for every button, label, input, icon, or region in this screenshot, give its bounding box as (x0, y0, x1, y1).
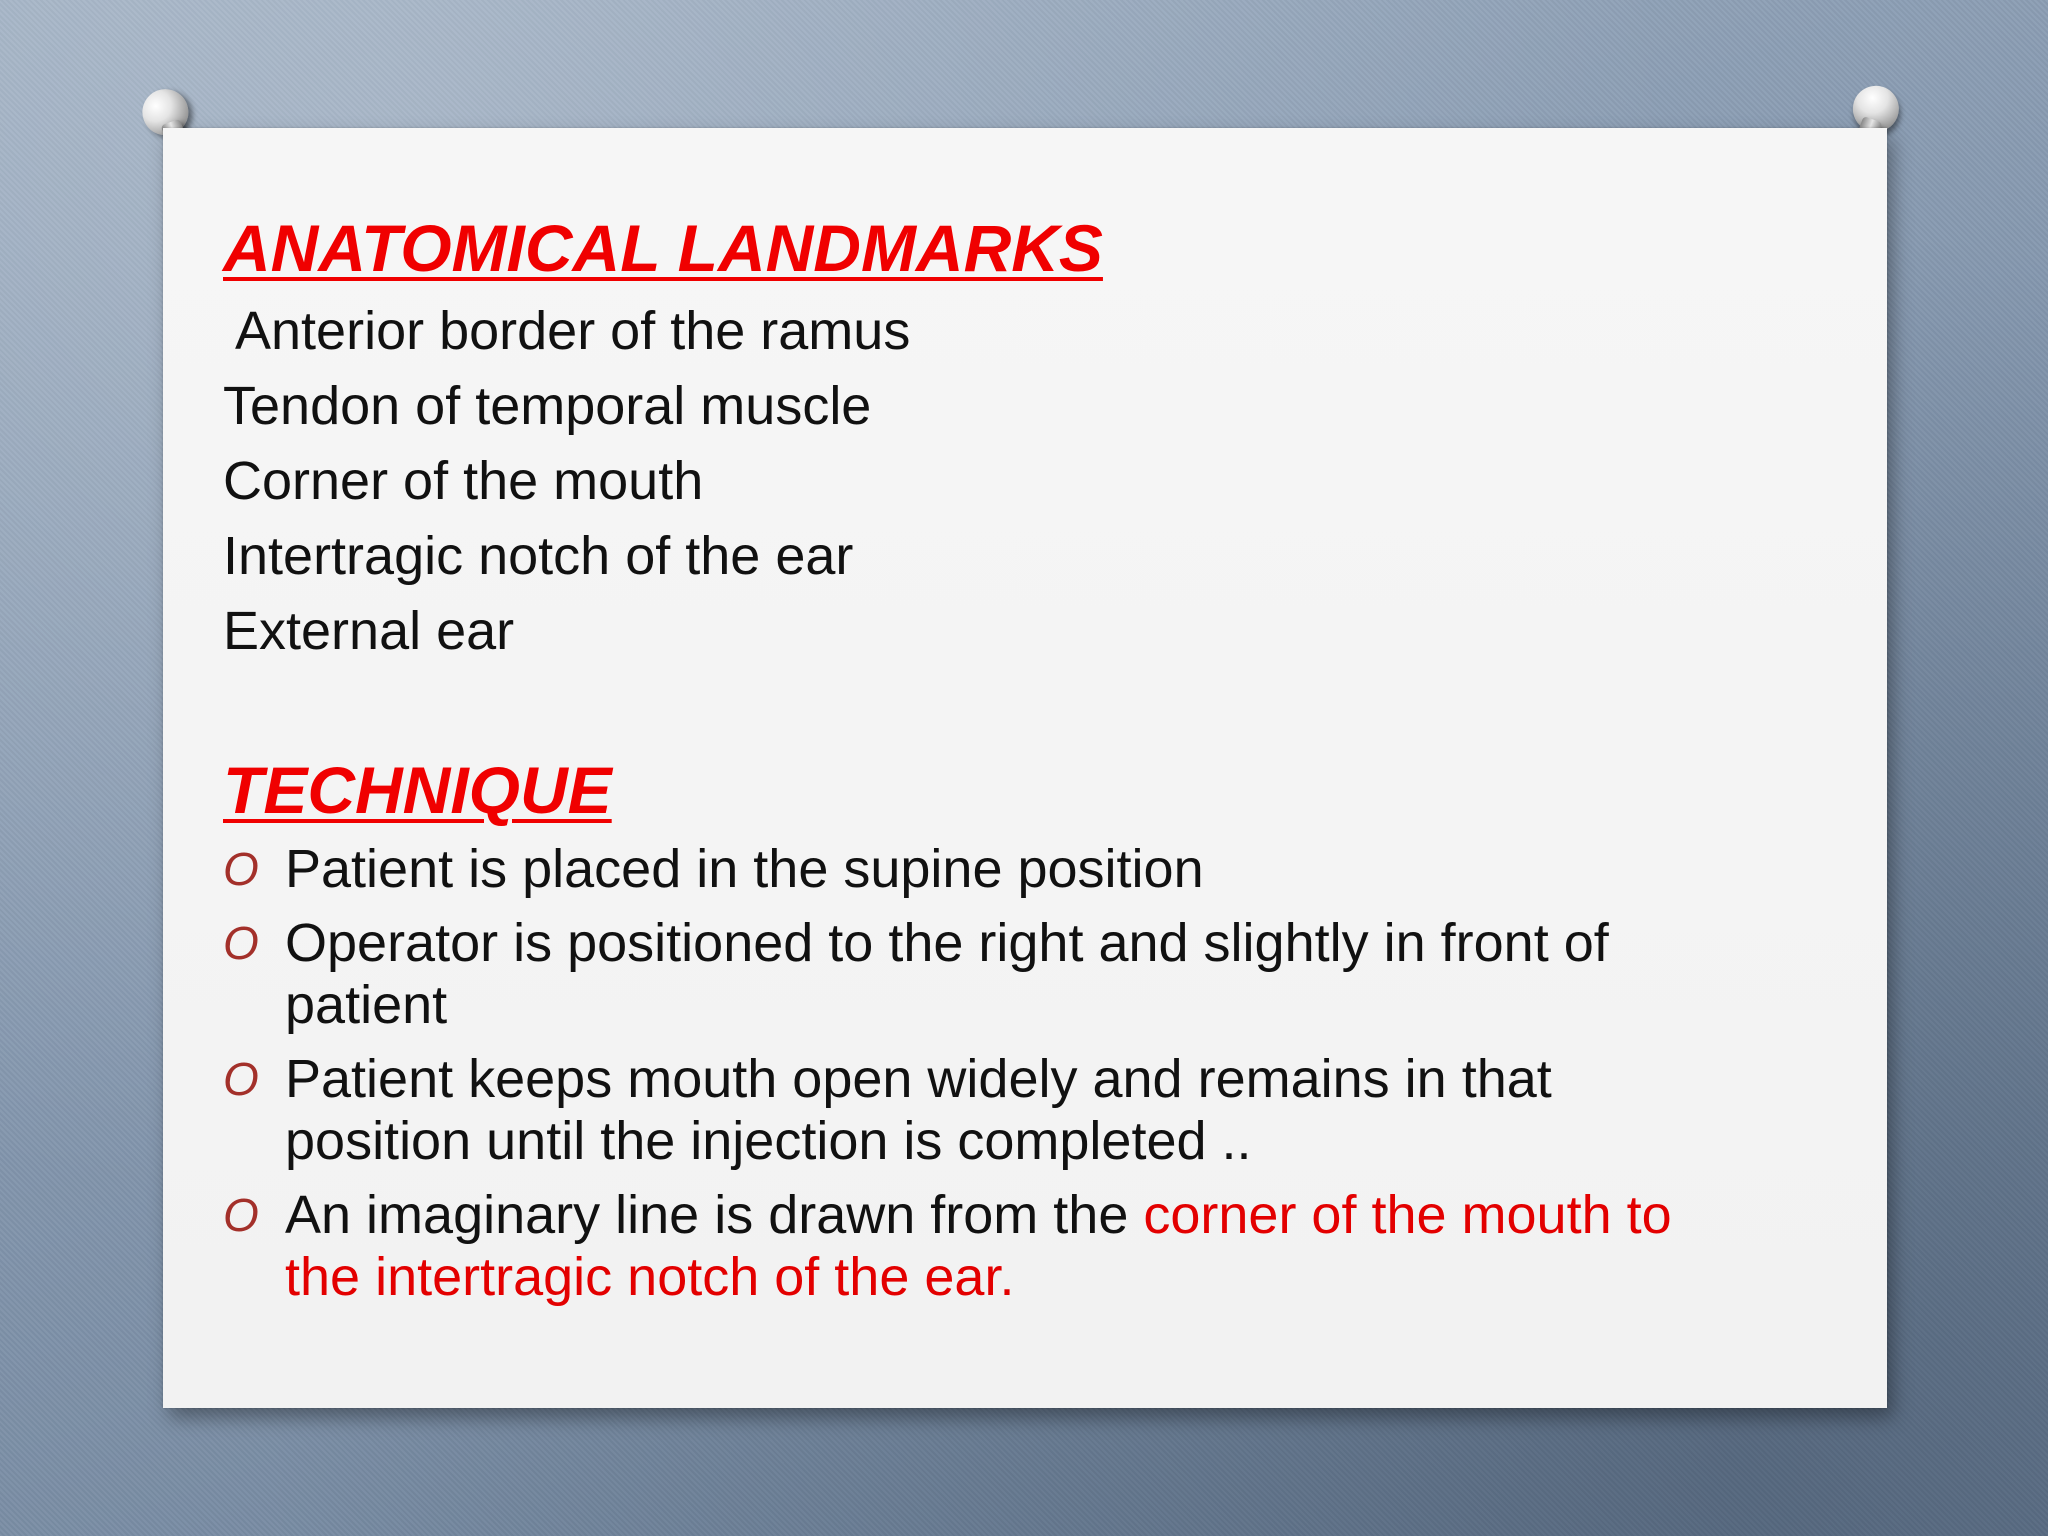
technique-text: Patient is placed in the supine position (285, 839, 1204, 899)
technique-item (223, 838, 1703, 900)
landmark-item: Corner of the mouth (223, 451, 704, 511)
technique-highlight-text: corner of the mouth to the intertragic notch of the ear. (285, 1185, 1672, 1307)
bullet-icon: O (223, 843, 259, 895)
technique-list (223, 838, 1703, 1320)
heading-anatomical-landmarks: ANATOMICAL LANDMARKS (223, 211, 1103, 285)
heading-technique: TECHNIQUE (223, 753, 612, 827)
bullet-icon: O (223, 1053, 259, 1105)
landmarks-list (223, 294, 910, 669)
technique-item (223, 912, 1703, 1036)
landmark-item: External ear (223, 601, 515, 661)
bullet-icon: O (223, 1189, 259, 1241)
technique-text: Patient keeps mouth open widely and remains in that position until the injection is completed .. (285, 1049, 1552, 1171)
landmark-item: Anterior border of the ramus (235, 301, 911, 361)
landmark-item: Intertragic notch of the ear (223, 526, 854, 586)
technique-item (223, 1048, 1703, 1172)
bullet-icon: O (223, 917, 259, 969)
technique-item (223, 1184, 1703, 1308)
technique-text: An imaginary line is drawn from the (285, 1185, 1144, 1245)
landmark-item: Tendon of temporal muscle (223, 376, 872, 436)
technique-text: Operator is positioned to the right and slightly in front of patient (285, 913, 1609, 1035)
